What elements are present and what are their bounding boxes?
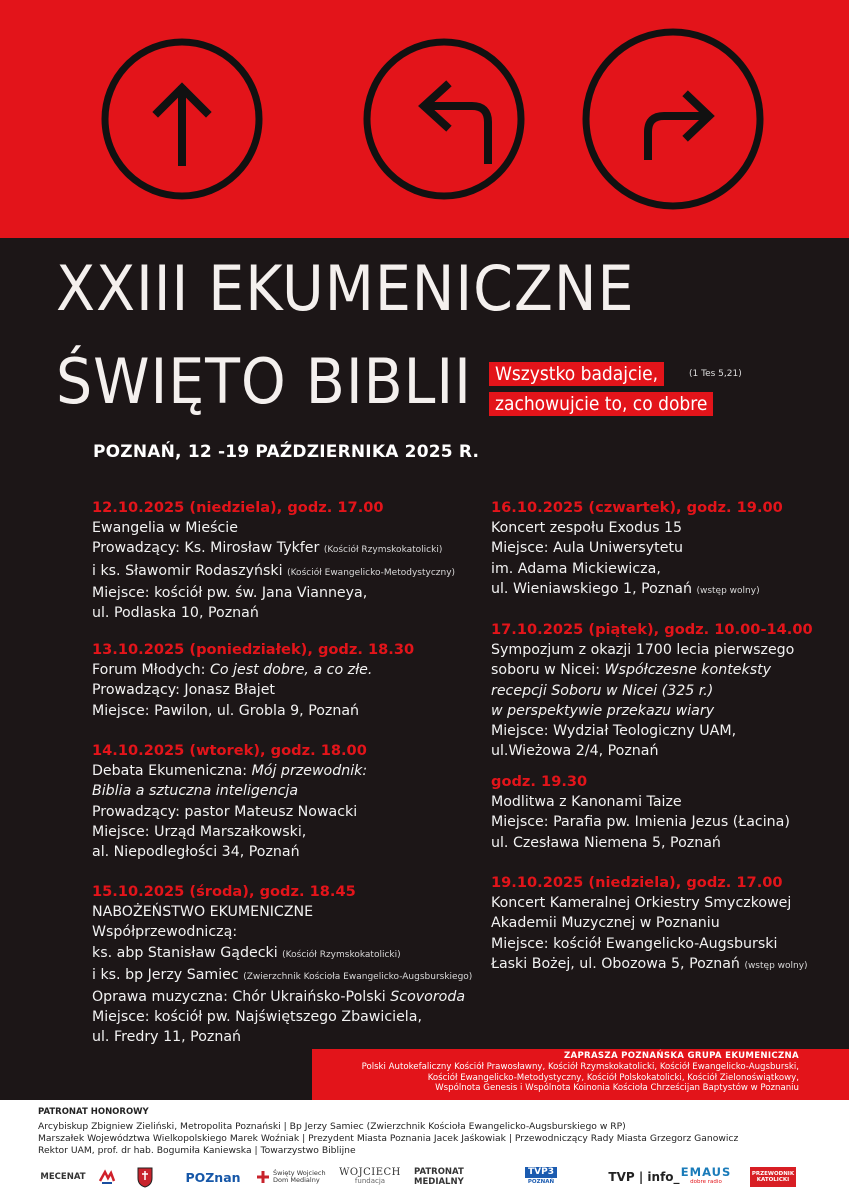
crest-icon [136,1166,154,1188]
event-music: Oprawa muzyczna: Chór Ukraińsko-Polski [92,989,391,1006]
event-heading: 12.10.2025 (niedziela), godz. 17.00 [92,499,384,516]
event-address: ul.Wieżowa 2/4, Poznań [491,743,659,760]
tvp3-sub-label: POZNAŃ [527,1179,555,1185]
event-2025-10-16 [491,498,783,601]
event-host: Prowadzący: Ks. Mirosław Tykfer [92,540,320,557]
event-line: Współprzewodniczą: [92,924,238,941]
event-heading: 14.10.2025 (wtorek), godz. 18.00 [92,742,367,759]
event-venue: im. Adama Mickiewicza, [491,560,661,577]
swiety-wojciech-label: Święty Wojciech Dom Medialny [273,1169,326,1184]
event-host: i ks. Sławomir Rodaszyński [92,562,283,579]
organizers-heading: ZAPRASZA POZNAŃSKA GRUPA EKUMENICZNA [563,1051,799,1061]
event-venue: Miejsce: Pawilon, ul. Grobla 9, Poznań [92,702,360,719]
event-title-italic: Współczesne konteksty [604,662,772,679]
emaus-label: EMAUS [680,1165,732,1179]
tvp-info-logo: TVP | info_ [608,1170,680,1184]
event-title-italic: w perspektywie przekazu wiary [491,702,715,719]
fundacja-label: fundacja [354,1177,386,1185]
arrow-signs [0,0,849,238]
cross-icon [256,1170,270,1184]
event-title: Akademii Muzycznej w Poznaniu [491,915,720,932]
event-heading: 16.10.2025 (czwartek), godz. 19.00 [491,499,783,516]
event-host: ks. abp Stanisław Gądecki [92,944,278,961]
event-venue: Miejsce: Wydział Teologiczny UAM, [491,723,737,740]
wielkopolska-logo [96,1163,118,1191]
event-title-italic: recepcji Soboru w Nicei (325 r.) [491,682,714,699]
event-title: Koncert Kameralnej Orkiestry Smyczkowej [491,895,792,912]
event-line [491,579,783,601]
przewodnik-katolicki-logo: PRZEWODNIK KATOLICKI [750,1167,796,1187]
event-address: ul. Czesława Niemena 5, Poznań [491,834,721,851]
event-note: (Kościół Ewangelicko-Metodystyczny) [287,567,456,578]
event-host: Prowadzący: Jonasz Błajet [92,682,275,699]
title-line-2: ŚWIĘTO BIBLII [56,345,472,418]
event-address: ul. Fredry 11, Poznań [92,1029,242,1046]
event-title-prefix: Forum Młodych: [92,662,210,679]
wojciech-label: WOJCIECH [339,1167,401,1178]
event-heading: 15.10.2025 (środa), godz. 18.45 [92,883,356,900]
event-2025-10-12 [92,498,455,623]
event-line [92,987,472,1007]
event-line [92,538,455,560]
event-title: NABOŻEŃSTWO EKUMENICZNE [92,904,314,921]
event-title [92,761,367,781]
event-title: Modlitwa z Kanonami Taize [491,794,682,811]
event-line [92,965,472,987]
event-2025-10-15 [92,882,472,1048]
event-note: (Zwierzchnik Kościoła Ewangelicko-Augsburskiego) [243,971,473,982]
event-venue: Miejsce: Aula Uniwersytetu [491,540,684,557]
event-heading: godz. 19.30 [491,773,588,790]
event-line [92,943,472,965]
event-title-italic: Mój przewodnik: [251,763,368,780]
event-title: Ewangelia w Mieście [92,520,238,537]
motto-line-1: Wszystko badajcie, [489,362,664,386]
event-venue: Miejsce: kościół pw. św. Jana Vianneya, [92,584,368,601]
event-2025-10-19 [491,873,808,976]
event-note: (wstęp wolny) [696,585,760,596]
media-patronage-label: PATRONAT MEDIALNY [414,1167,464,1187]
event-venue: Miejsce: kościół pw. Najświętszego Zbawiciela, [92,1009,422,1026]
city-crest-logo [134,1163,156,1191]
fundacja-wojciech-logo [336,1163,404,1191]
emaus-logo [666,1163,746,1191]
event-note: (Kościół Rzymskokatolicki) [282,949,401,960]
event-note: (wstęp wolny) [744,960,808,971]
tvp3-logo [522,1163,560,1191]
event-host: i ks. bp Jerzy Samiec [92,966,239,983]
event-line [491,954,808,976]
patronage-line: Arcybiskup Zbigniew Zieliński, Metropolita Poznański | Bp Jerzy Samiec (Zwierzchnik Kościoła Ewangelicko-Augsburskiego w RP) [38,1121,626,1132]
patronage-line: Marszałek Województwa Wielkopolskiego Marek Woźniak | Prezydent Miasta Poznania Jacek Jaśkowiak | Przewodniczący Rady Miasta Grzegorz Ganowicz [38,1133,739,1144]
event-host: Prowadzący: pastor Mateusz Nowacki [92,803,358,820]
event-note: (Kościół Rzymskokatolicki) [323,545,443,556]
event-title-prefix: soboru w Nicei: [491,662,605,679]
sponsor-logos [38,1163,828,1193]
title-line-1: XXIII EKUMENICZNE [56,252,635,325]
organizers-box [312,1049,849,1100]
event-venue: Miejsce: Urząd Marszałkowski, [92,823,307,840]
organizers-line: Wspólnota Genesis i Wspólnota Koinonia Kościoła Chrześcijan Baptystów w Poznaniu [435,1083,799,1094]
event-title: Sympozjum z okazji 1700 lecia pierwszego [491,642,795,659]
event-address: Łaski Bożej, ul. Obozowa 5, Poznań [491,955,740,972]
poznan-logo: POZnan [185,1169,241,1185]
event-title-prefix: Debata Ekumeniczna: [92,763,252,780]
event-2025-10-13 [92,640,414,721]
footer [0,1100,849,1200]
organizers-line: Kościół Ewangelicko-Metodystyczny, Kościół Polskokatolicki, Kościół Zielonoświątkowy, [427,1072,799,1083]
motto-reference: (1 Tes 5,21) [689,369,742,379]
event-line [92,561,455,583]
event-2025-10-14 [92,741,367,862]
event-address: ul. Wieniawskiego 1, Poznań [491,580,692,597]
event-title-italic: Biblia a sztuczna inteligencja [92,783,299,800]
motto-line-2: zachowujcie to, co dobre [489,392,713,416]
event-heading: 19.10.2025 (niedziela), godz. 17.00 [491,874,783,891]
organizers-line: Polski Autokefaliczny Kościół Prawosławny, Kościół Rzymskokatolicki, Kościół Ewangelicko-Augsburski, [361,1061,799,1072]
mecenat-label: MECENAT [40,1172,86,1182]
right-turn-arrow-icon [648,116,704,156]
event-title: Koncert zespołu Exodus 15 [491,520,683,537]
event-address: ul. Podlaska 10, Poznań [92,605,259,622]
event-heading: 17.10.2025 (piątek), godz. 10.00-14.00 [491,621,813,638]
event-heading: 13.10.2025 (poniedziałek), godz. 18.30 [92,641,415,658]
emaus-sub-label: dobre radio [690,1179,722,1185]
event-dates: POZNAŃ, 12 -19 PAŹDZIERNIKA 2025 R. [93,442,480,462]
tvp3-label: TVP3 [525,1167,557,1178]
red-header-band [0,0,849,238]
event-venue: Miejsce: kościół Ewangelicko-Augsburski [491,935,778,952]
event-title [92,660,414,680]
event-line [491,660,813,680]
swiety-wojciech-logo [256,1163,334,1191]
event-title-italic: Co jest dobre, a co złe. [209,662,373,679]
patronage-heading: PATRONAT HONOROWY [38,1107,149,1117]
event-venue: Miejsce: Parafia pw. Imienia Jezus (Łacina) [491,814,790,831]
event-address: al. Niepodległości 34, Poznań [92,844,300,861]
event-music-italic: Scovoroda [390,989,466,1006]
patronage-line: Rektor UAM, prof. dr hab. Bogumiła Kaniewska | Towarzystwo Biblijne [38,1145,356,1156]
event-2025-10-17-evening [491,772,790,853]
wielkopolska-icon [97,1167,117,1187]
event-2025-10-17 [491,620,813,761]
